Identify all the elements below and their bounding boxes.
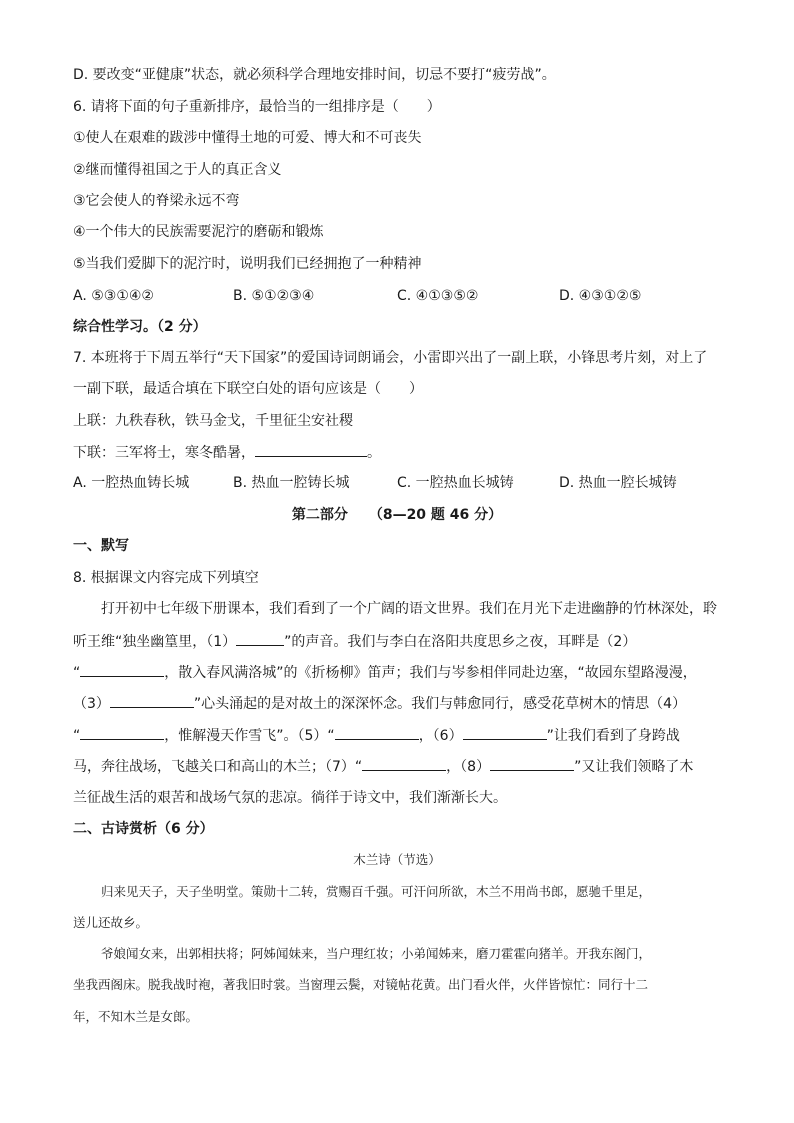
q6-stem: 6. 请将下面的句子重新排序，最恰当的一组排序是（ ）: [73, 99, 441, 115]
q8-paragraph-line2: [73, 631, 636, 652]
q7-option-b: B. 热血一腔铸长城: [233, 475, 350, 491]
q8-text: ”让我们看到了身跨战: [546, 728, 680, 744]
poem-stanza2-line3: 年，不知木兰是女郎。: [73, 1009, 199, 1024]
q6-sentence-4: ④一个伟大的民族需要泥泞的磨砺和锻炼: [73, 224, 324, 240]
q8-text: ”心头涌起的是对故土的深深怀念。我们与韩愈同行，感受花草树木的情思（4）: [193, 696, 687, 712]
q8-text: ，（6）: [418, 728, 463, 744]
q8-text: ”又让我们领略了木: [574, 759, 694, 775]
q6-sentence-3: ③它会使人的脊梁永远不弯: [73, 193, 240, 209]
q8-blank-8[interactable]: [490, 756, 574, 771]
q8-blank-6[interactable]: [463, 725, 547, 740]
part-two-title: 第二部分 （8—20 题 46 分）: [291, 507, 503, 523]
q8-blank-1[interactable]: [236, 631, 284, 646]
q8-paragraph-line5: [73, 725, 680, 746]
q8-blank-2[interactable]: [80, 662, 164, 677]
poem-title: 木兰诗（节选）: [353, 852, 441, 867]
q8-paragraph-line6: [73, 756, 693, 777]
q7-lower-couplet: [73, 442, 381, 463]
q8-blank-5[interactable]: [335, 725, 419, 740]
q7-stem-line1: 7. 本班将于下周五举行“天下国家”的爱国诗词朗诵会，小雷即兴出了一副上联，小锋思考片刻，对上了: [73, 350, 708, 366]
q6-option-d: D. ④③①②⑤: [559, 288, 642, 304]
q8-text: ，（8）: [446, 759, 491, 775]
section-comprehensive-heading: 综合性学习。（2 分）: [73, 319, 207, 335]
q6-sentence-5: ⑤当我们爱脚下的泥泞时，说明我们已经拥抱了一种精神: [73, 256, 422, 272]
q7-option-c: C. 一腔热血长城铸: [397, 475, 514, 491]
q7-answer-blank[interactable]: [255, 442, 367, 457]
poem-stanza2-line1: 爷娘闻女来，出郭相扶将；阿姊闻妹来，当户理红妆；小弟闻姊来，磨刀霍霍向猪羊。开我东阁门，: [101, 946, 652, 961]
q8-text: ，惟解漫天作雪飞”。（5）“: [164, 728, 335, 744]
q8-text: “: [73, 665, 81, 681]
q8-blank-3[interactable]: [110, 693, 194, 708]
q7-lower-prefix: 下联：三军将士，寒冬酷暑，: [73, 445, 255, 461]
section-one-heading: 一、默写: [73, 538, 129, 554]
q6-option-c: C. ④①③⑤②: [397, 288, 479, 304]
q8-text: 马，奔往战场，飞越关口和高山的木兰；（7）“: [73, 759, 363, 775]
q8-paragraph-line7: 兰征战生活的艰苦和战场气氛的悲凉。徜徉于诗文中，我们渐渐长大。: [73, 790, 507, 806]
q7-lower-suffix: 。: [367, 445, 381, 461]
poem-stanza1-line2: 送儿还故乡。: [73, 915, 149, 930]
poem-stanza2-line2: 坐我西阁床。脱我战时袍，著我旧时裳。当窗理云鬓，对镜帖花黄。出门看火伴，火伴皆惊忙：同行十二: [73, 977, 649, 992]
q8-stem: 8. 根据课文内容完成下列填空: [73, 570, 259, 586]
q8-text: ，散入春风满洛城”的《折杨柳》笛声；我们与岑参相伴同赴边塞，“故园东望路漫漫，: [164, 665, 697, 681]
q8-text: 听王维“独坐幽篁里，（1）: [73, 634, 237, 650]
q7-upper-couplet: 上联：九秩春秋，铁马金戈，千里征尘安社稷: [73, 413, 353, 429]
q8-blank-4[interactable]: [80, 725, 164, 740]
q8-paragraph-line1: 打开初中七年级下册课本，我们看到了一个广阔的语文世界。我们在月光下走进幽静的竹林深处，聆: [101, 601, 717, 617]
q7-option-a: A. 一腔热血铸长城: [73, 475, 190, 491]
q8-text: （3）: [73, 696, 110, 712]
q6-sentence-1: ①使人在艰难的跋涉中懂得土地的可爱、博大和不可丧失: [73, 130, 422, 146]
q8-paragraph-line3: [73, 662, 697, 683]
q8-paragraph-line4: [73, 693, 686, 714]
q7-stem-line2: 一副下联，最适合填在下联空白处的语句应该是（ ）: [73, 381, 423, 397]
q8-text: ”的声音。我们与李白在洛阳共度思乡之夜，耳畔是（2）: [284, 634, 637, 650]
q7-option-d: D. 热血一腔长城铸: [559, 475, 677, 491]
poem-stanza1-line1: 归来见天子，天子坐明堂。策勋十二转，赏赐百千强。可汗问所欲，木兰不用尚书郎，愿驰千里足，: [101, 884, 652, 899]
q8-text: “: [73, 728, 81, 744]
q6-option-a: A. ⑤③①④②: [73, 288, 154, 304]
q5-option-d: D. 要改变“亚健康”状态，就必须科学合理地安排时间，切忌不要打“疲劳战”。: [73, 67, 556, 83]
section-two-heading: 二、古诗赏析（6 分）: [73, 821, 214, 837]
q6-sentence-2: ②继而懂得祖国之于人的真正含义: [73, 162, 282, 178]
q8-blank-7[interactable]: [362, 756, 446, 771]
q6-option-b: B. ⑤①②③④: [233, 288, 315, 304]
